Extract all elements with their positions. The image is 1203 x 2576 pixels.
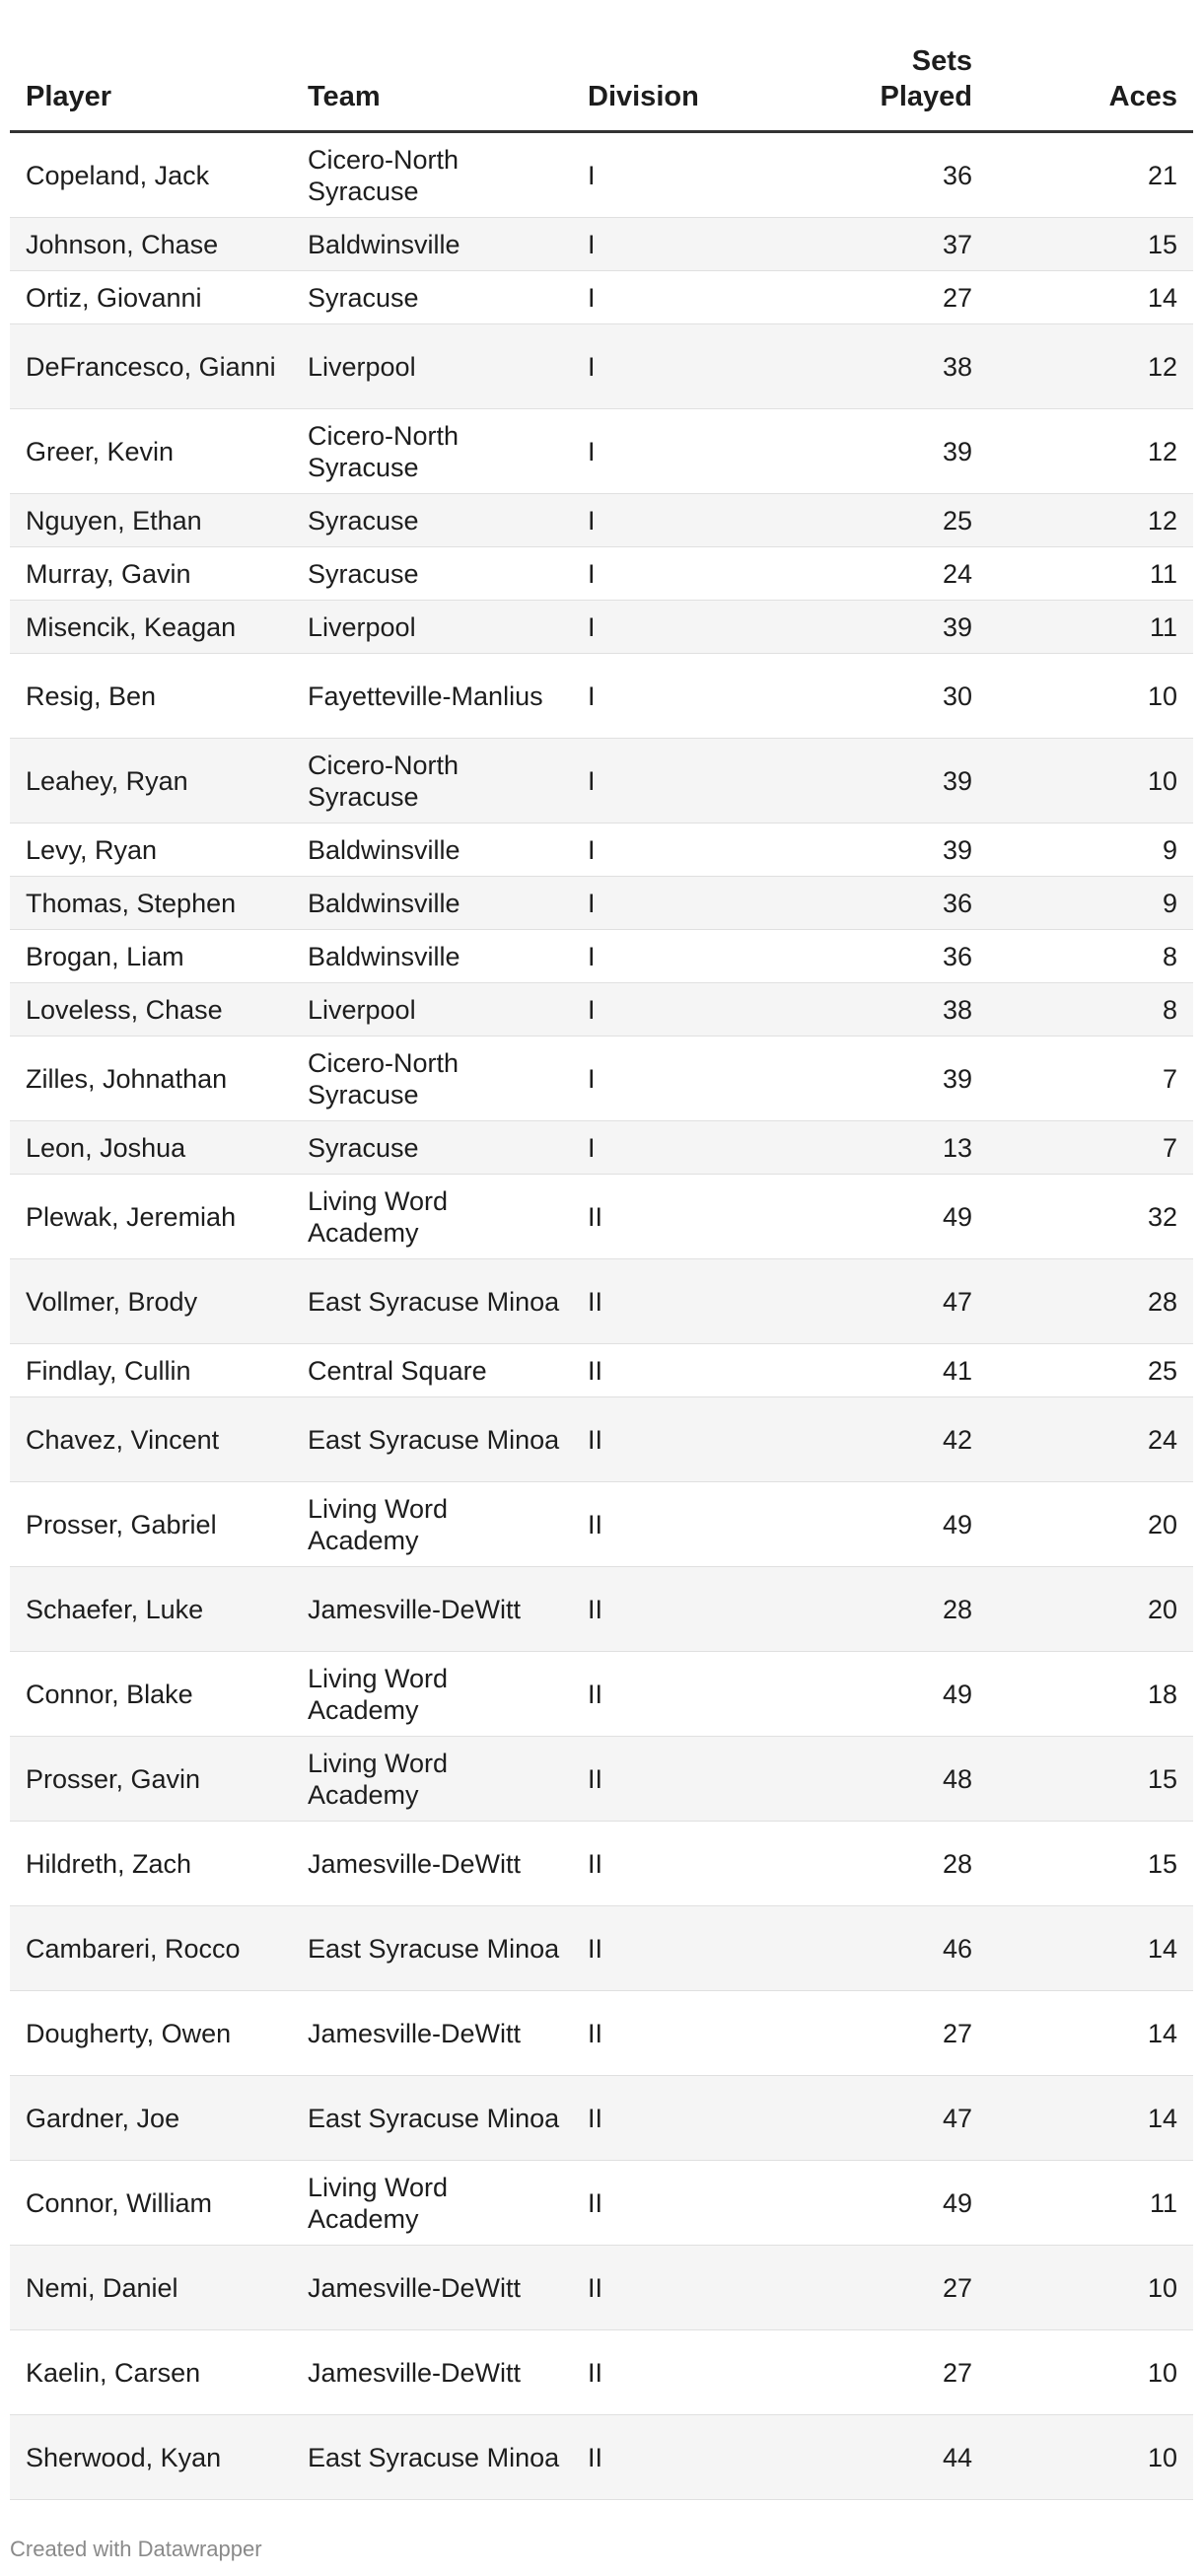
cell-sets-played: 44: [942, 2442, 972, 2472]
cell-aces: 11: [1149, 2187, 1177, 2218]
cell-player: Copeland, Jack: [26, 160, 210, 190]
cell-player: Gardner, Joe: [26, 2103, 180, 2133]
cell-player: Greer, Kevin: [26, 436, 175, 466]
table-row: [10, 1652, 1193, 1737]
cell-aces: 12: [1147, 351, 1177, 382]
cell-sets-played: 39: [942, 1063, 972, 1094]
cell-team: Living Word Academy: [308, 1493, 449, 1555]
cell-team: Syracuse: [308, 282, 419, 313]
cell-sets-played: 48: [942, 1763, 972, 1794]
cell-player: Nguyen, Ethan: [26, 505, 202, 536]
table-row: [10, 2161, 1193, 2246]
cell-sets-played: 27: [942, 282, 972, 313]
cell-aces: 28: [1147, 1286, 1177, 1317]
cell-aces: 15: [1147, 1848, 1177, 1879]
cell-sets-played: 39: [942, 834, 972, 865]
cell-division: II: [588, 2187, 603, 2218]
cell-division: II: [588, 1509, 603, 1539]
cell-player: Loveless, Chase: [26, 994, 223, 1025]
cell-sets-played: 47: [942, 1286, 972, 1317]
cell-aces: 10: [1147, 765, 1177, 796]
cell-team: Jamesville-DeWitt: [308, 2357, 522, 2388]
cell-sets-played: 28: [942, 1594, 972, 1624]
cell-sets-played: 49: [942, 1509, 972, 1539]
cell-player: Johnson, Chase: [26, 229, 219, 259]
table-row: [10, 2246, 1193, 2330]
cell-aces: 20: [1147, 1509, 1177, 1539]
cell-sets-played: 39: [942, 436, 972, 466]
cell-team: East Syracuse Minoa: [308, 1933, 560, 1964]
cell-aces: 10: [1147, 2272, 1177, 2303]
table-row: [10, 1737, 1193, 1822]
cell-team: East Syracuse Minoa: [308, 1286, 560, 1317]
cell-division: I: [588, 282, 596, 313]
cell-team: Living Word Academy: [308, 1748, 449, 1810]
cell-sets-played: 49: [942, 1679, 972, 1709]
table-row: [10, 2330, 1193, 2415]
cell-sets-played: 46: [942, 1933, 972, 1964]
cell-team: East Syracuse Minoa: [308, 2442, 560, 2472]
cell-aces: 12: [1147, 505, 1177, 536]
cell-team: Baldwinsville: [308, 229, 460, 259]
cell-division: II: [588, 2103, 603, 2133]
table-row: [10, 739, 1193, 823]
cell-team: Syracuse: [308, 1132, 419, 1163]
table-row: [10, 1037, 1193, 1121]
cell-aces: 7: [1162, 1132, 1177, 1163]
cell-player: Schaefer, Luke: [26, 1594, 204, 1624]
cell-division: II: [588, 1355, 603, 1386]
cell-team: Baldwinsville: [308, 834, 460, 865]
cell-sets-played: 36: [942, 888, 972, 918]
cell-division: II: [588, 1286, 603, 1317]
cell-player: Leahey, Ryan: [26, 765, 188, 796]
cell-team: Liverpool: [308, 994, 416, 1025]
cell-division: I: [588, 505, 596, 536]
cell-division: I: [588, 1063, 596, 1094]
table-row: [10, 1822, 1193, 1906]
cell-team: Cicero-North Syracuse: [308, 1047, 460, 1109]
cell-team: Fayetteville-Manlius: [308, 680, 543, 711]
table-row: [10, 409, 1193, 494]
cell-player: Cambareri, Rocco: [26, 1933, 241, 1964]
table-header: [10, 39, 1193, 133]
cell-division: I: [588, 611, 596, 642]
cell-aces: 32: [1147, 1201, 1177, 1232]
cell-sets-played: 36: [942, 941, 972, 971]
table-row: [10, 2415, 1193, 2500]
cell-player: Vollmer, Brody: [26, 1286, 198, 1317]
cell-aces: 14: [1147, 1933, 1177, 1964]
cell-team: Syracuse: [308, 505, 419, 536]
cell-division: II: [588, 2357, 603, 2388]
cell-aces: 10: [1147, 2357, 1177, 2388]
cell-player: Ortiz, Giovanni: [26, 282, 202, 313]
cell-team: East Syracuse Minoa: [308, 1424, 560, 1455]
cell-team: Baldwinsville: [308, 941, 460, 971]
cell-aces: 10: [1147, 680, 1177, 711]
cell-aces: 9: [1162, 888, 1177, 918]
cell-team: Baldwinsville: [308, 888, 460, 918]
cell-division: II: [588, 1679, 603, 1709]
cell-player: Connor, Blake: [26, 1679, 193, 1709]
cell-sets-played: 39: [942, 765, 972, 796]
table-row: [10, 324, 1193, 409]
cell-sets-played: 47: [942, 2103, 972, 2133]
table-row: [10, 2076, 1193, 2161]
cell-aces: 12: [1147, 436, 1177, 466]
table-row: [10, 1906, 1193, 1991]
cell-sets-played: 27: [942, 2272, 972, 2303]
table-row: [10, 547, 1193, 601]
cell-team: Cicero-North Syracuse: [308, 420, 460, 482]
cell-team: East Syracuse Minoa: [308, 2103, 560, 2133]
cell-aces: 15: [1147, 1763, 1177, 1794]
cell-sets-played: 28: [942, 1848, 972, 1879]
cell-aces: 8: [1162, 941, 1177, 971]
column-header-division[interactable]: Division: [588, 81, 699, 112]
cell-division: I: [588, 436, 596, 466]
cell-aces: 14: [1147, 2103, 1177, 2133]
cell-player: Prosser, Gavin: [26, 1763, 201, 1794]
cell-division: I: [588, 229, 596, 259]
cell-sets-played: 30: [942, 680, 972, 711]
cell-aces: 14: [1147, 282, 1177, 313]
cell-division: II: [588, 2442, 603, 2472]
table-row: [10, 133, 1193, 218]
table-row: [10, 1121, 1193, 1175]
cell-player: Connor, William: [26, 2187, 213, 2218]
cell-aces: 7: [1162, 1063, 1177, 1094]
cell-player: Leon, Joshua: [26, 1132, 186, 1163]
cell-sets-played: 27: [942, 2018, 972, 2048]
cell-division: I: [588, 1132, 596, 1163]
cell-division: II: [588, 1933, 603, 1964]
cell-sets-played: 39: [942, 611, 972, 642]
cell-division: II: [588, 2272, 603, 2303]
cell-player: Plewak, Jeremiah: [26, 1201, 237, 1232]
cell-sets-played: 41: [942, 1355, 972, 1386]
cell-player: Chavez, Vincent: [26, 1424, 220, 1455]
column-header-player[interactable]: Player: [26, 81, 112, 112]
cell-division: I: [588, 834, 596, 865]
cell-player: Sherwood, Kyan: [26, 2442, 222, 2472]
cell-division: I: [588, 680, 596, 711]
table-row: [10, 1259, 1193, 1344]
cell-team: Jamesville-DeWitt: [308, 2018, 522, 2048]
table-row: [10, 1344, 1193, 1397]
cell-division: II: [588, 1594, 603, 1624]
cell-sets-played: 36: [942, 160, 972, 190]
cell-aces: 11: [1149, 558, 1177, 589]
cell-aces: 10: [1147, 2442, 1177, 2472]
cell-team: Living Word Academy: [308, 1663, 449, 1725]
cell-player: Findlay, Cullin: [26, 1355, 191, 1386]
cell-team: Liverpool: [308, 611, 416, 642]
column-header-aces[interactable]: Aces: [1108, 81, 1177, 112]
cell-sets-played: 25: [942, 505, 972, 536]
cell-sets-played: 37: [942, 229, 972, 259]
column-header-team[interactable]: Team: [308, 81, 381, 112]
column-header-sets-played[interactable]: [775, 43, 972, 114]
cell-player: Dougherty, Owen: [26, 2018, 232, 2048]
table-row: [10, 271, 1193, 324]
cell-aces: 8: [1162, 994, 1177, 1025]
cell-division: I: [588, 941, 596, 971]
cell-team: Living Word Academy: [308, 1185, 449, 1248]
cell-division: I: [588, 351, 596, 382]
cell-division: I: [588, 160, 596, 190]
cell-team: Cicero-North Syracuse: [308, 750, 460, 812]
column-header-sets-played-label: Sets Played: [880, 45, 972, 112]
cell-aces: 14: [1147, 2018, 1177, 2048]
cell-player: Nemi, Daniel: [26, 2272, 178, 2303]
table-row: [10, 877, 1193, 930]
table-row: [10, 1397, 1193, 1482]
cell-aces: 21: [1147, 160, 1177, 190]
table-row: [10, 930, 1193, 983]
cell-team: Central Square: [308, 1355, 487, 1386]
cell-division: I: [588, 888, 596, 918]
cell-division: II: [588, 1201, 603, 1232]
table-row: [10, 1482, 1193, 1567]
table-row: [10, 983, 1193, 1037]
datawrapper-credit[interactable]: Created with Datawrapper: [10, 2537, 262, 2561]
cell-aces: 11: [1149, 611, 1177, 642]
cell-player: Brogan, Liam: [26, 941, 184, 971]
cell-sets-played: 13: [942, 1132, 972, 1163]
cell-division: II: [588, 1848, 603, 1879]
cell-player: Hildreth, Zach: [26, 1848, 192, 1879]
cell-aces: 9: [1162, 834, 1177, 865]
table-row: [10, 1991, 1193, 2076]
cell-team: Living Word Academy: [308, 2172, 449, 2234]
cell-division: II: [588, 2018, 603, 2048]
cell-division: I: [588, 558, 596, 589]
cell-player: Murray, Gavin: [26, 558, 191, 589]
cell-division: I: [588, 994, 596, 1025]
cell-player: Kaelin, Carsen: [26, 2357, 201, 2388]
cell-sets-played: 49: [942, 1201, 972, 1232]
table-row: [10, 1175, 1193, 1259]
data-table: [10, 39, 1193, 2500]
cell-player: DeFrancesco, Gianni: [26, 351, 276, 382]
cell-sets-played: 24: [942, 558, 972, 589]
cell-team: Jamesville-DeWitt: [308, 2272, 522, 2303]
cell-player: Zilles, Johnathan: [26, 1063, 228, 1094]
cell-player: Levy, Ryan: [26, 834, 158, 865]
cell-aces: 20: [1147, 1594, 1177, 1624]
cell-aces: 18: [1147, 1679, 1177, 1709]
cell-team: Cicero-North Syracuse: [308, 144, 460, 206]
cell-division: II: [588, 1424, 603, 1455]
cell-sets-played: 49: [942, 2187, 972, 2218]
cell-sets-played: 27: [942, 2357, 972, 2388]
cell-sets-played: 38: [942, 994, 972, 1025]
cell-aces: 24: [1147, 1424, 1177, 1455]
cell-sets-played: 42: [942, 1424, 972, 1455]
table-row: [10, 654, 1193, 739]
cell-division: II: [588, 1763, 603, 1794]
table-row: [10, 823, 1193, 877]
cell-player: Resig, Ben: [26, 680, 157, 711]
table-row: [10, 601, 1193, 654]
cell-aces: 15: [1147, 229, 1177, 259]
cell-team: Jamesville-DeWitt: [308, 1594, 522, 1624]
table-row: [10, 1567, 1193, 1652]
cell-team: Jamesville-DeWitt: [308, 1848, 522, 1879]
cell-aces: 25: [1147, 1355, 1177, 1386]
cell-sets-played: 38: [942, 351, 972, 382]
cell-team: Liverpool: [308, 351, 416, 382]
cell-player: Thomas, Stephen: [26, 888, 237, 918]
table-row: [10, 494, 1193, 547]
cell-division: I: [588, 765, 596, 796]
cell-player: Misencik, Keagan: [26, 611, 237, 642]
table-body: [10, 133, 1193, 2500]
table-row: [10, 218, 1193, 271]
cell-player: Prosser, Gabriel: [26, 1509, 217, 1539]
cell-team: Syracuse: [308, 558, 419, 589]
